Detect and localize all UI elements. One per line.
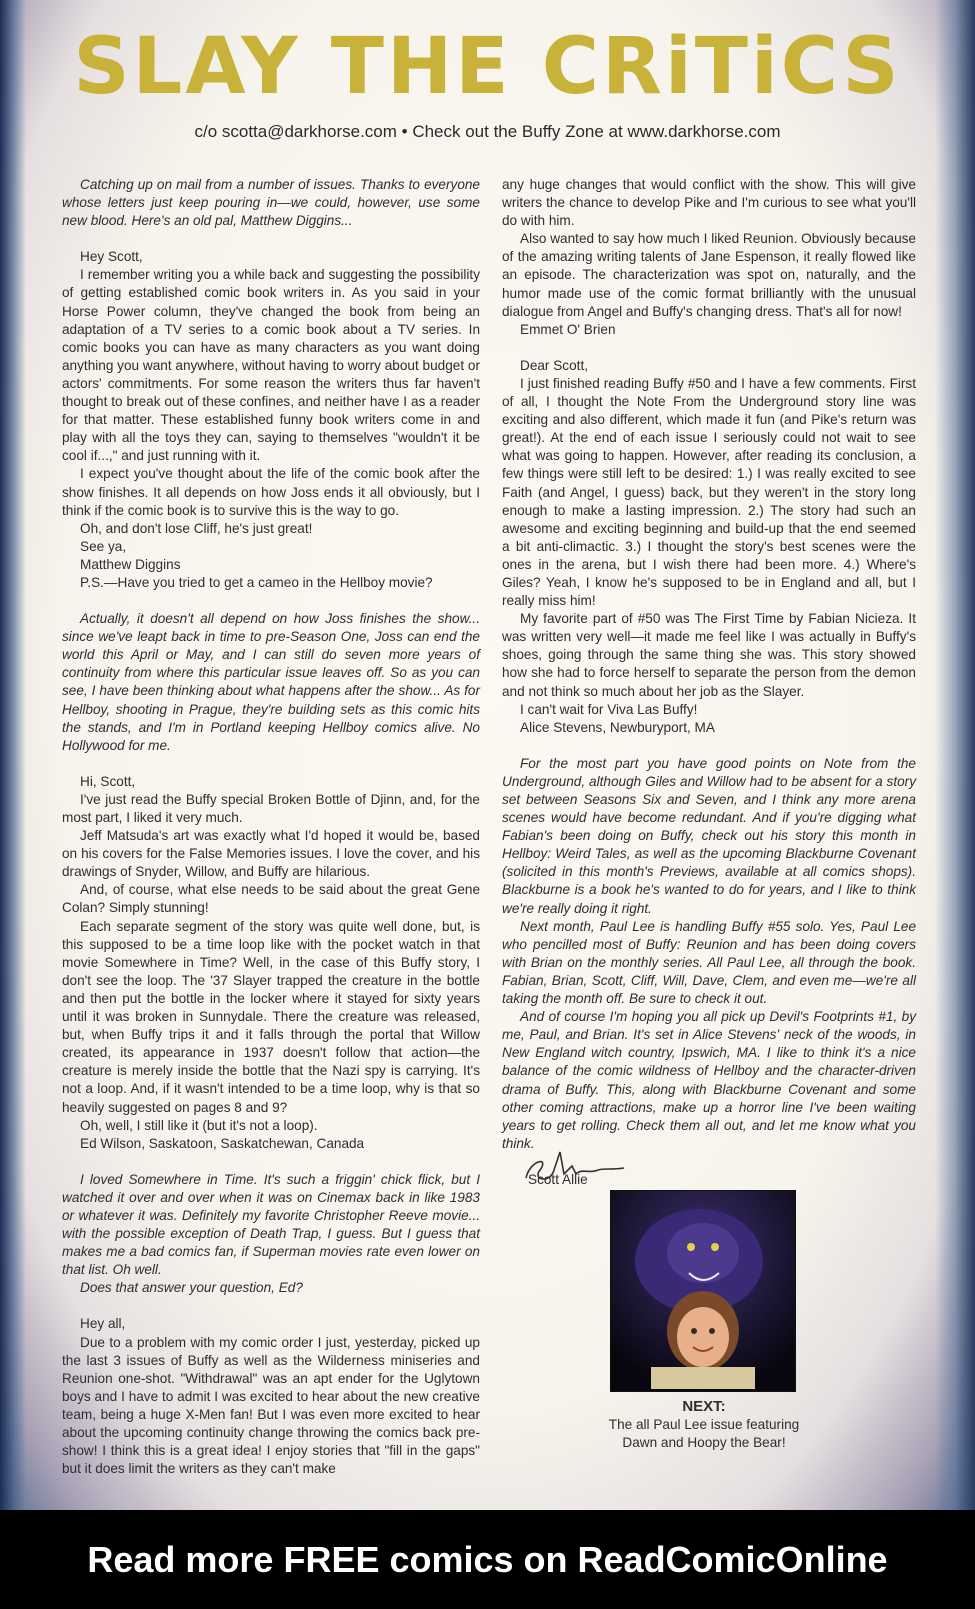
letter-signature: Matthew Diggins — [80, 556, 181, 572]
letter-paragraph: I can't wait for Viva Las Buffy! — [520, 701, 698, 717]
letter-paragraph: I've just read the Buffy special Broken Bottle of Djinn, and, for the most part, I liked it very much. — [62, 791, 480, 825]
next-issue-caption — [600, 1398, 808, 1452]
letter-paragraph: Jeff Matsuda's art was exactly what I'd hoped it would be, based on his covers for the False Memories issues. I love the cover, and his drawings of Snyder, Willow, and Buffy are hilarious. — [62, 828, 480, 880]
right-column — [502, 176, 916, 1153]
next-label: NEXT: — [682, 1398, 726, 1415]
letter-signature: Emmet O' Brien — [520, 321, 616, 337]
page-title: SLAY THE CRiTiCS — [73, 22, 902, 112]
letter-paragraph: I remember writing you a while back and suggesting the possibility of getting established comic book writers in. As you said in your Horse Power column, they've changed the book from being an adaptation of a TV series to a comic book about a TV series. In comic books you can have as many characters as you want doing anything you want anywhere, without having to worry about budget or actors' commitments. For some reason the writers thus far haven't thought to break out of these confines, and neither have I as a reader for that matter. These established funny book writers come in and play with all the toys they can, saying to themselves "wouldn't it be cool if...," and just running with it. — [62, 267, 480, 464]
next-issue-cover-image — [610, 1190, 796, 1392]
letter-paragraph: And, of course, what else needs to be said about the great Gene Colan? Simply stunning! — [62, 882, 480, 916]
letter-paragraph: Oh, well, I still like it (but it's not a loop). — [80, 1117, 318, 1133]
editor-intro: Catching up on mail from a number of issues. Thanks to everyone whose letters just keep pouring in—we could, however, use some new blood. Here's an old pal, Matthew Diggins... — [62, 177, 480, 229]
letter-paragraph: Due to a problem with my comic order I just, yesterday, picked up the last 3 issues of Buffy as well as the Wilderness miniseries and Reunion one-shot. "Withdrawal" was an apt ender for the Uglytown boys and I have to admit I was excited to hear about the new creative team, being a huge X-Men fan! But I was even more excited to hear about the upcoming continuity change throwing the comics back pre-show! I think this is a great idea! I enjoy stories that "fill in the gaps" but it does limit the writers as they can't make — [62, 1334, 480, 1477]
promo-banner[interactable]: Read more FREE comics on ReadComicOnline — [0, 1510, 975, 1609]
letter-greeting: Hey Scott, — [80, 249, 143, 265]
letter-paragraph: See ya, — [80, 538, 127, 554]
editor-reply: For the most part you have good points on Note from the Underground, although Giles and Willow had to be absent for a story set between Seasons Six and Seven, and I think any more arena scenes would have become redundant. And if you're digging what Fabian's been doing on Buffy, check out his story this month in Hellboy: Weird Tales, as well as the upcoming Blackburne Covenant (solicited in this month's Previews, available at all comics shops). Blackburne is a book he's wanted to do for years, and I like to think we're really doing it right. — [502, 755, 916, 916]
letter-greeting: Hey all, — [80, 1316, 126, 1332]
letter-paragraph: any huge changes that would conflict with the show. This will give writers the chance to develop Pike and I'm curious to see what you'll do with him. — [502, 177, 916, 229]
letter-paragraph: Oh, and don't lose Cliff, he's just great! — [80, 520, 313, 536]
letter-signature: Ed Wilson, Saskatoon, Saskatchewan, Canada — [80, 1135, 365, 1151]
left-column — [62, 176, 480, 1478]
next-line: The all Paul Lee issue featuring — [608, 1417, 800, 1432]
letter-paragraph: I just finished reading Buffy #50 and I have a few comments. First of all, I thought the Note From the Underground story line was exciting and also different, which made it fun (and Pike's return was great!). At the end of each issue I seriously could not wait to see what was going to happen. However, after reading its conclusion, a few things were still left to be desired: 1.) I was really excited to see Faith (and Angel, I guess) back, but they weren't in the story long enough to make a lasting impression. 2.) The story had such an awesome and exciting beginning and build-up that the end seemed a bit anti-climactic. 3.) I thought the story's best scenes were the ones in the arena, but I wish there had been more. 4.) Where's Giles? Yeah, I know he's supposed to be in England and all, but I really miss him! — [502, 375, 916, 609]
next-line: Dawn and Hoopy the Bear! — [622, 1435, 786, 1450]
page-subtitle: c/o scotta@darkhorse.com • Check out the Buffy Zone at www.darkhorse.com — [194, 122, 781, 141]
letter-postscript: P.S.—Have you tried to get a cameo in the Hellboy movie? — [80, 574, 433, 590]
editor-reply: Does that answer your question, Ed? — [80, 1280, 303, 1296]
signature-name: Scott Allie — [528, 1172, 588, 1187]
letter-greeting: Dear Scott, — [520, 357, 588, 373]
letter-paragraph: Also wanted to say how much I liked Reunion. Obviously because of the amazing writing talents of Jane Espenson, it really flowed like an episode. The characterization was spot on, naturally, and the humor made use of the comic format brilliantly with the unusual dialogue from Angel and Buffy's changing dress. That's all for now! — [502, 231, 916, 319]
editor-reply: And of course I'm hoping you all pick up Devil's Footprints #1, by me, Paul, and Brian. It's set in Alice Stevens' neck of the woods, in New England witch country, Ipswich, MA. I like to think it's a nice balance of the comic wildness of Hellboy and the character-driven drama of Buffy. This, along with Blackburne Covenant and some other coming attractions, make up a horror line I've been waiting years to get rolling. Check them all out, and let me know what you think. — [502, 1009, 916, 1151]
letter-signature: Alice Stevens, Newburyport, MA — [520, 719, 715, 735]
letter-paragraph: I expect you've thought about the life of the comic book after the show finishes. It all depends on how Joss ends it all obviously, but I think if the comic book is to survive this is the way to go. — [62, 466, 480, 518]
editor-reply: Actually, it doesn't all depend on how Joss finishes the show... since we've leapt back in time to pre-Season One, Joss can end the world this April or May, and I can still do seven more years of continuity from where this particular issue leaves off. So as you can see, I have been thinking about what happens after the show... As for Hellboy, shooting in Prague, they're building sets as this comic hits the stands, and I'm in Portland keeping Hellboy comics alive. No Hollywood for me. — [62, 611, 480, 753]
letter-greeting: Hi, Scott, — [80, 773, 136, 789]
letter-paragraph: My favorite part of #50 was The First Time by Fabian Nicieza. It was written very well—it made me feel like I was actually in Buffy's shoes, going through the same thing she was. This story showed how she had to force herself to separate the person from the demon and not think so much about her job as the Slayer. — [502, 611, 916, 699]
editor-reply: Next month, Paul Lee is handling Buffy #55 solo. Yes, Paul Lee who pencilled most of Buffy: Reunion and has been doing covers with Brian on the monthly series. All Paul Lee, all through the book. Fabian, Brian, Scott, Cliff, Will, Dave, Clem, and even me—we're all taking the month off. Be sure to check it out. — [502, 918, 916, 1007]
letter-paragraph: Each separate segment of the story was quite well done, but, is this supposed to be a time loop like with the pocket watch in that movie Somewhere in Time? Well, in the case of this Buffy story, I don't see the loop. The '37 Slayer trapped the creature in the bottle and then put the bottle in the locker where it stayed for sixty years until it was broken in Sunnydale. There the creature was released, but, when Buffy trips it and it falls through the portal that Willow created, its appearance in 1937 doesn't follow that action—the creature is merely inside the bottle that the Nazi spy is carrying. It's not a loop. And, if it wasn't intended to be a time loop, why is that so heavily suggested on pages 8 and 9? — [62, 918, 480, 1115]
editor-reply: I loved Somewhere in Time. It's such a friggin' chick flick, but I watched it over and over when it was on Cinemax back in like 1983 or whatever it was. Definitely my favorite Christopher Reeve movie... with the possible exception of Death Trap, I guess. But I guess that makes me a bad comics fan, if Superman movies rate even lower on that list. Oh well. — [62, 1171, 480, 1278]
